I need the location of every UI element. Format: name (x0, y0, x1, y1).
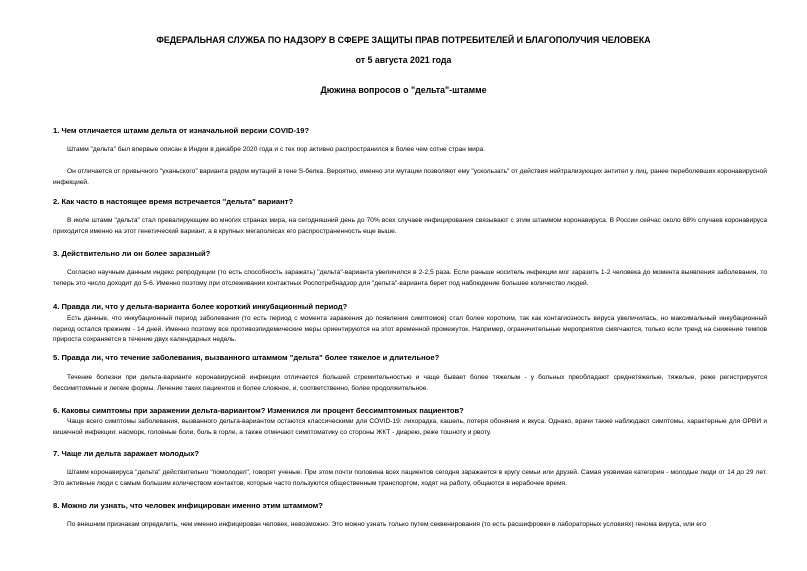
document-title: Дюжина вопросов о "дельта"-штамме (320, 85, 487, 95)
answer-paragraph: Согласно научным данным индекс репродукции (то есть способность заражать) "дельта"-варианта увеличился в 2-2,5 раза. Если раньше носитель инфекции мог заразить 1-2 человека до момента выявления заболевания, то теперь это число доходит до 5-6. Именно поэтому при отслеживании контактных Роспотребнадзор для "дельта"-варианта берет под наблюдение большее количество людей. (53, 269, 767, 287)
answer-paragraph: По внешним признакам определить, чем именно инфицирован человек, невозможно. Это можно узнать только путем секвенирования (то есть расшифровки в лабораторных условиях) генома вируса, или его (67, 521, 706, 528)
answer-paragraph: Он отличается от привычного "уханьского" варианта рядом мутаций в гене S-белка. Вероятно, именно эти мутации позволяют ему "ускользать" от действия нейтрализующих антител у лиц, ранее переболевших коронавирусной инфекцией. (53, 168, 767, 186)
question-heading: 8. Можно ли узнать, что человек инфицирован именно этим штаммом? (53, 501, 323, 510)
answer-paragraph: Штамм коронавируса "дельта" действительно "помолодел", говорят ученые. При этом почти половина всех пациентов сегодня заражается в кругу семьи или друзей. Самая уязвимая категория - молодые люди от 14 до 29 лет. Это активные люди с самым большим количеством контактов, которые часто пользуются общественным транспортом, ходят на работу, общаются в нерабочее время. (53, 469, 767, 487)
answer-paragraph: Есть данные, что инкубационный период заболевания (то есть период с момента заражения до появления симптомов) стал более коротким, так как контагиозность вируса увеличилась, но максимальный инкубационный период остался прежним - 14 дней. Именно поэтому все противоэпидемические меры ориентируются на этот временной промежуток. Например, ограничительные мероприятия смягчаются, только если тренд на снижение темпов прироста сохраняется в течение двух календарных недель. (53, 315, 767, 343)
answer-paragraph: Штамм "дельта" был впервые описан в Индии в декабре 2020 года и с тех пор активно распространился в более чем сотне стран мира. (67, 146, 486, 153)
question-heading: 3. Действительно ли он более заразный? (53, 249, 211, 258)
question-heading: 2. Как часто в настоящее время встречается "дельта" вариант? (53, 197, 294, 206)
document-date: от 5 августа 2021 года (355, 55, 452, 65)
question-heading: 1. Чем отличается штамм дельта от изначальной версии COVID-19? (53, 126, 310, 135)
question-heading: 5. Правда ли, что течение заболевания, вызванного штаммом "дельта" более тяжелое и длительное? (53, 353, 440, 362)
answer-paragraph: Течение болезни при дельта-варианте коронавирусной инфекции отличается большей стремительностью и чаще бывает более тяжелым - у больных преобладают среднетяжелые, тяжелые, реже регистрируется бессимптомные и легкие формы. Лечение таких пациентов и более сложное, и, соответственно, более продолжительное. (53, 374, 767, 392)
answer-paragraph: В июле штамм "дельта" стал превалирующим во многих странах мира, на сегодняшний день до 70% всех случаев инфицирования связывают с этим штаммом коронавируса. В России сейчас около 68% случаев коронавируса приходится именно на этот генетический вариант, а в крупных мегаполисах его распространенность еще выше. (53, 217, 767, 235)
agency-heading: ФЕДЕРАЛЬНАЯ СЛУЖБА ПО НАДЗОРУ В СФЕРЕ ЗАЩИТЫ ПРАВ ПОТРЕБИТЕЛЕЙ И БЛАГОПОЛУЧИЯ ЧЕЛОВЕКА (156, 35, 651, 45)
question-heading: 4. Правда ли, что у дельта-варианта более короткий инкубационный период? (53, 302, 348, 311)
question-heading: 7. Чаще ли дельта заражает молодых? (53, 449, 200, 458)
question-heading: 6. Каковы симптомы при заражении дельта-вариантом? Изменился ли процент бессимптомных пациентов? (53, 406, 464, 415)
answer-paragraph: Чаще всего симптомы заболевания, вызванного дельта-вариантом остаются классическими для COVID-19: лихорадка, кашель, потеря обоняния и вкуса. Однако, врачи также наблюдают симптомы, характерные для ОРВИ и кишечной инфекции: насморк, головные боли, боль в горле, а также отмечают симптоматику со стороны ЖКТ - диарею, реже тошноту и рвоту. (53, 418, 767, 436)
